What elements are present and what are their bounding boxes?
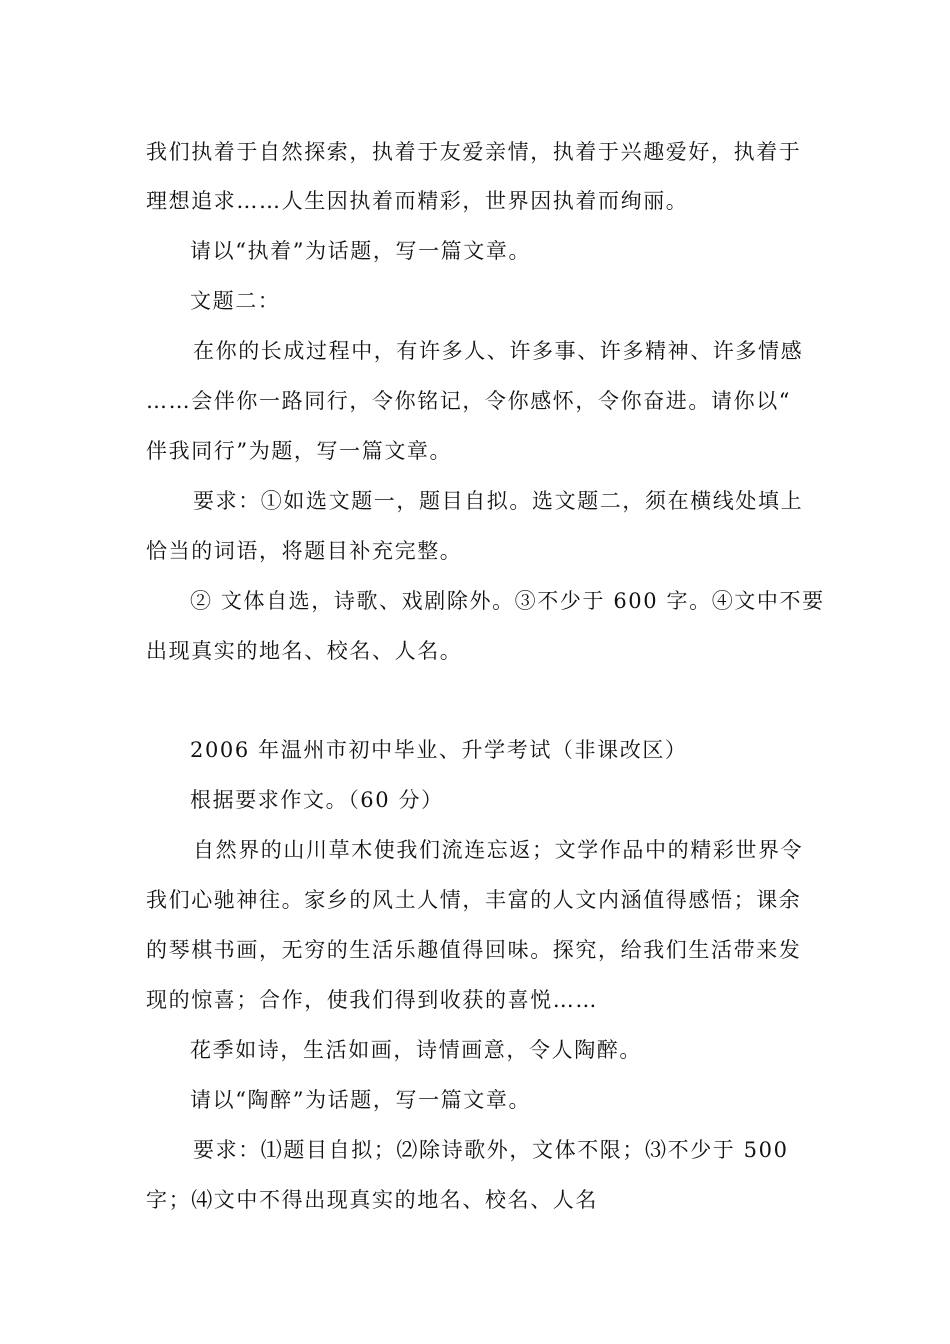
instruction-line: 请以“执着”为话题，写一篇文章。: [190, 239, 532, 263]
topic-label: 文题二：: [190, 289, 281, 313]
paragraph-line: 的琴棋书画，无穷的生活乐趣值得回味。探究，给我们生活带来发: [146, 938, 802, 962]
paragraph-line: 现的惊喜；合作，使我们得到收获的喜悦……: [146, 988, 598, 1012]
requirement-line: 恰当的词语，将题目补充完整。: [146, 539, 463, 563]
paragraph-line: 伴我同行”为题，写一篇文章。: [146, 439, 453, 463]
requirement-line: 要求：⑴题目自拟；⑵除诗歌外，文体不限；⑶不少于 500: [193, 1138, 789, 1162]
section-subtitle: 根据要求作文。（60 分）: [190, 788, 444, 812]
paragraph-line: 在你的长成过程中，有许多人、许多事、许多精神、许多情感: [193, 339, 804, 363]
paragraph-line: 自然界的山川草木使我们流连忘返；文学作品中的精彩世界令: [193, 838, 804, 862]
paragraph-line: 我们执着于自然探索，执着于友爱亲情，执着于兴趣爱好，执着于: [146, 140, 802, 164]
instruction-line: 请以“陶醉”为话题，写一篇文章。: [190, 1088, 532, 1112]
requirement-line: 字；⑷文中不得出现真实的地名、校名、人名: [146, 1188, 598, 1212]
requirement-line: 要求：①如选文题一，题目自拟。选文题二，须在横线处填上: [193, 489, 804, 513]
requirement-line: ② 文体自选，诗歌、戏剧除外。③不少于 600 字。④文中不要: [190, 589, 825, 613]
paragraph-line: ……会伴你一路同行，令你铭记，令你感怀，令你奋进。请你以“: [146, 389, 792, 413]
requirement-line: 出现真实的地名、校名、人名。: [146, 639, 463, 663]
paragraph-line: 花季如诗，生活如画，诗情画意，令人陶醉。: [190, 1038, 642, 1062]
section-title: 2006 年温州市初中毕业、升学考试（非课改区）: [190, 738, 688, 762]
paragraph-line: 理想追求……人生因执着而精彩，世界因执着而绚丽。: [146, 189, 689, 213]
paragraph-line: 我们心驰神往。家乡的风土人情，丰富的人文内涵值得感悟；课余: [146, 888, 802, 912]
